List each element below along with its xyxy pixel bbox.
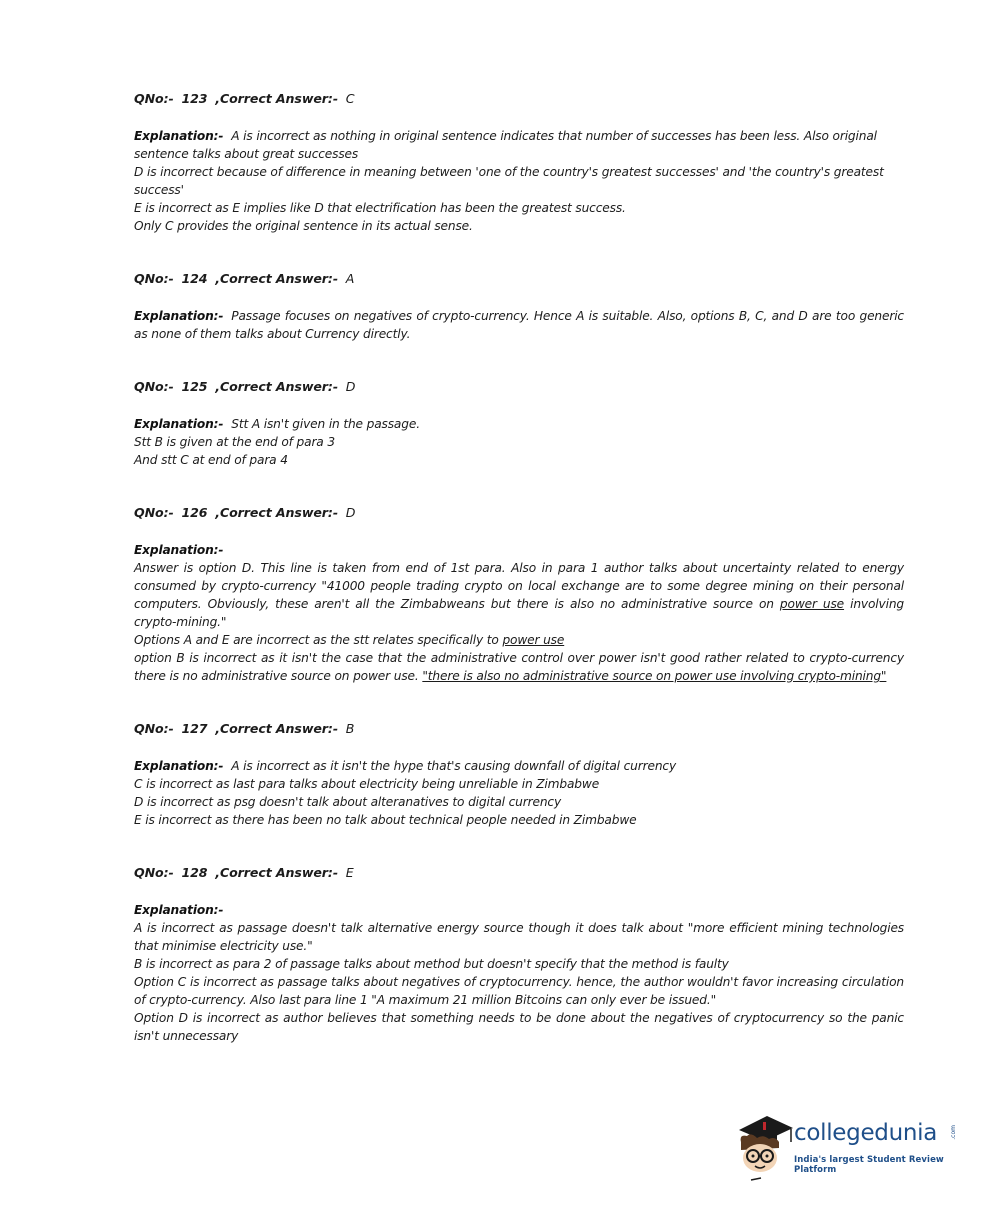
explanation-line: B is incorrect as para 2 of passage talks about method but doesn't specify that the method is faulty (134, 957, 729, 971)
underlined-phrase: power use (502, 633, 565, 647)
question-block-126 (134, 504, 904, 685)
question-block-128 (134, 864, 904, 1045)
explanation-line: Option C is incorrect as passage talks about negatives of cryptocurrency. hence, the author wouldn't favor increasing circulation of crypto-currency. Also last para line 1 "A maximum 21 million Bitcoins can only ever be issued." (134, 975, 904, 1007)
explanation-text: Answer is option D. This line is taken from end of 1st para. Also in para 1 author talks about uncertainty related to energy consumed by crypto-currency "41000 people trading crypto on local exchange are to some degree mining on their personal computers. Obviously, these aren't all the Zimbabweans but there is also no administrative source on (134, 561, 904, 611)
explanation-label: Explanation:- (134, 759, 224, 773)
explanation-paragraph (134, 631, 904, 649)
qno-number: 125 (181, 379, 208, 394)
explanation-label: Explanation:- (134, 543, 224, 557)
underlined-quote: "there is also no administrative source on power use involving crypto-mining" (422, 669, 887, 683)
qno-number: 127 (181, 721, 208, 736)
explanation-text: A is incorrect as it isn't the hype that's causing downfall of digital currency (231, 759, 677, 773)
qno-number: 123 (181, 91, 208, 106)
explanation-paragraph (134, 415, 904, 433)
answer-value: D (345, 505, 356, 520)
document-body (134, 90, 904, 1061)
answer-value: E (345, 865, 354, 880)
explanation-text: option B is incorrect as it isn't the case that the administrative control over power isn't good rather related to crypto-currency there is no administrative source on power use. (134, 651, 904, 683)
explanation-label: Explanation:- (134, 129, 224, 143)
explanation-label: Explanation:- (134, 903, 224, 917)
brand-name: collegedunia (794, 1120, 938, 1146)
answer-value: B (345, 721, 355, 736)
explanation-text: Passage focuses on negatives of crypto-currency. Hence A is suitable. Also, options B, C, and D are too generic as none of them talks about Currency directly. (134, 309, 904, 341)
brand-com: .com (950, 1125, 957, 1140)
question-header (134, 270, 904, 288)
explanation-line: Only C provides the original sentence in its actual sense. (134, 219, 473, 233)
explanation-line: C is incorrect as last para talks about electricity being unreliable in Zimbabwe (134, 777, 600, 791)
explanation-paragraph (134, 559, 904, 631)
explanation (134, 757, 904, 829)
explanation (134, 307, 904, 343)
qno-number: 128 (181, 865, 208, 880)
answer-label: ,Correct Answer:- (215, 721, 338, 736)
explanation-text: Stt A isn't given in the passage. (231, 417, 420, 431)
qno-number: 124 (181, 271, 208, 286)
answer-label: ,Correct Answer:- (215, 865, 338, 880)
explanation-paragraph (134, 127, 904, 163)
explanation-line: Stt B is given at the end of para 3 (134, 435, 335, 449)
question-header (134, 864, 904, 882)
explanation (134, 127, 904, 235)
explanation-paragraph (134, 757, 904, 775)
explanation-line: D is incorrect as psg doesn't talk about alteranatives to digital currency (134, 795, 562, 809)
answer-value: D (345, 379, 356, 394)
underlined-phrase: power use (779, 597, 845, 611)
explanation-paragraph (134, 649, 904, 685)
explanation-text: Options A and E are incorrect as the stt relates specifically to (134, 633, 499, 647)
qno-label: QNo:- (134, 505, 174, 520)
qno-label: QNo:- (134, 865, 174, 880)
explanation-label-line (134, 901, 904, 919)
question-block-124 (134, 270, 904, 343)
collegedunia-logo (733, 1108, 963, 1188)
qno-label: QNo:- (134, 379, 174, 394)
explanation-label: Explanation:- (134, 309, 224, 323)
explanation-line: A is incorrect as passage doesn't talk alternative energy source though it does talk about "more efficient mining technologies that minimise electricity use." (134, 921, 904, 953)
question-block-127 (134, 720, 904, 829)
qno-label: QNo:- (134, 91, 174, 106)
answer-label: ,Correct Answer:- (215, 379, 338, 394)
answer-value: C (345, 91, 355, 106)
answer-value: A (345, 271, 355, 286)
answer-label: ,Correct Answer:- (215, 505, 338, 520)
explanation-line: Option D is incorrect as author believes that something needs to be done about the negatives of cryptocurrency so the panic isn't unnecessary (134, 1011, 904, 1043)
qno-label: QNo:- (134, 271, 174, 286)
explanation-line: D is incorrect because of difference in meaning between 'one of the country's greatest successes' and 'the country's greatest success' (134, 165, 884, 197)
qno-number: 126 (181, 505, 208, 520)
explanation-label-line (134, 541, 904, 559)
qno-label: QNo:- (134, 721, 174, 736)
explanation-line: And stt C at end of para 4 (134, 453, 288, 467)
question-block-123 (134, 90, 904, 235)
answer-label: ,Correct Answer:- (215, 91, 338, 106)
explanation-paragraph (134, 307, 904, 343)
mascot-icon (733, 1108, 795, 1184)
question-header (134, 378, 904, 396)
brand-tagline: India's largest Student Review Platform (794, 1155, 944, 1175)
explanation-line: E is incorrect as E implies like D that electrification has been the greatest success. (134, 201, 626, 215)
explanation-text: A is incorrect as nothing in original sentence indicates that number of successes has been less. Also original sentence talks about great successes (134, 129, 877, 161)
answer-label: ,Correct Answer:- (215, 271, 338, 286)
question-header (134, 720, 904, 738)
explanation-label: Explanation:- (134, 417, 224, 431)
explanation (134, 415, 904, 469)
explanation-line: E is incorrect as there has been no talk about technical people needed in Zimbabwe (134, 813, 637, 827)
explanation-text: involving crypto-mining." (134, 597, 904, 629)
question-header (134, 90, 904, 108)
question-header (134, 504, 904, 522)
explanation (134, 541, 904, 685)
explanation (134, 901, 904, 1045)
question-block-125 (134, 378, 904, 469)
